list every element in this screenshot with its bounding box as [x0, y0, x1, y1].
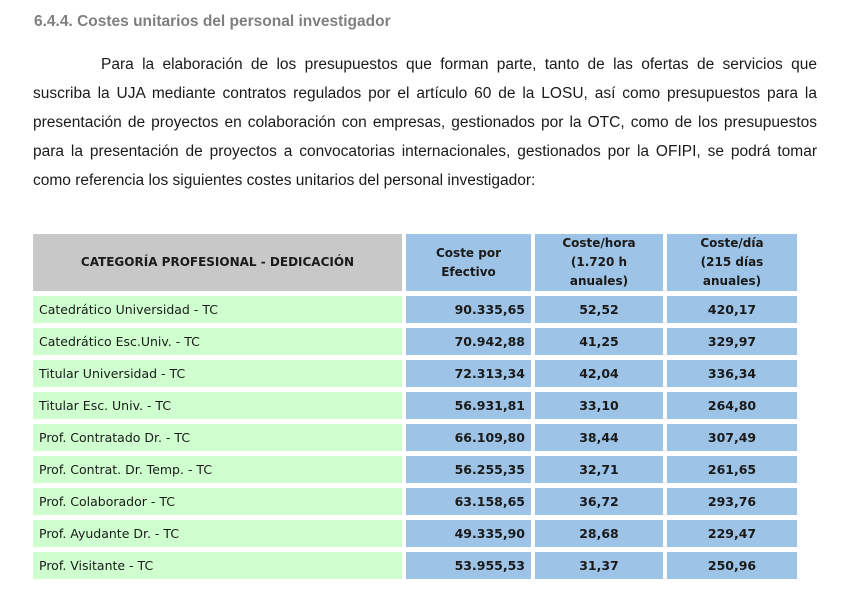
cell-coste-efectivo: 63.158,65 [406, 488, 531, 515]
table-row [33, 360, 797, 387]
cell-coste-dia: 264,80 [667, 392, 797, 419]
header-coste-hora [535, 234, 663, 291]
header-coste-dia-title: Coste/día [700, 236, 764, 250]
cell-category: Titular Esc. Univ. - TC [33, 392, 402, 419]
table-row [33, 296, 797, 323]
cell-coste-efectivo: 66.109,80 [406, 424, 531, 451]
header-coste-dia [667, 234, 797, 291]
cell-category: Prof. Contratado Dr. - TC [33, 424, 402, 451]
section-heading: 6.4.4. Costes unitarios del personal investigador [34, 13, 391, 30]
cell-category: Catedrático Esc.Univ. - TC [33, 328, 402, 355]
cell-category: Prof. Colaborador - TC [33, 488, 402, 515]
cell-category: Prof. Contrat. Dr. Temp. - TC [33, 456, 402, 483]
cell-coste-hora: 42,04 [535, 360, 663, 387]
cell-coste-efectivo: 49.335,90 [406, 520, 531, 547]
cell-coste-efectivo: 72.313,34 [406, 360, 531, 387]
cell-coste-hora: 36,72 [535, 488, 663, 515]
cell-coste-efectivo: 90.335,65 [406, 296, 531, 323]
cell-coste-dia: 229,47 [667, 520, 797, 547]
table-row [33, 520, 797, 547]
cell-coste-dia: 307,49 [667, 424, 797, 451]
cell-coste-efectivo: 56.255,35 [406, 456, 531, 483]
table-body [33, 296, 797, 579]
cell-coste-hora: 31,37 [535, 552, 663, 579]
cell-category: Prof. Ayudante Dr. - TC [33, 520, 402, 547]
table-row [33, 392, 797, 419]
cell-category: Titular Universidad - TC [33, 360, 402, 387]
cell-coste-hora: 52,52 [535, 296, 663, 323]
table-row [33, 552, 797, 579]
cell-coste-dia: 420,17 [667, 296, 797, 323]
unit-costs-table [29, 229, 801, 584]
cell-coste-dia: 261,65 [667, 456, 797, 483]
cell-coste-hora: 41,25 [535, 328, 663, 355]
cell-coste-efectivo: 53.955,53 [406, 552, 531, 579]
cell-coste-dia: 329,97 [667, 328, 797, 355]
table-row [33, 424, 797, 451]
cell-coste-dia: 250,96 [667, 552, 797, 579]
table-row [33, 328, 797, 355]
cell-coste-hora: 38,44 [535, 424, 663, 451]
cell-coste-hora: 33,10 [535, 392, 663, 419]
header-coste-efectivo: Coste por Efectivo [406, 234, 531, 291]
cell-coste-dia: 293,76 [667, 488, 797, 515]
cell-coste-hora: 28,68 [535, 520, 663, 547]
cell-coste-dia: 336,34 [667, 360, 797, 387]
table-row [33, 456, 797, 483]
cell-category: Prof. Visitante - TC [33, 552, 402, 579]
header-category: CATEGORÍA PROFESIONAL - DEDICACIÓN [33, 234, 402, 291]
intro-paragraph: Para la elaboración de los presupuestos que forman parte, tanto de las ofertas de servicios que suscriba la UJA mediante contratos regulados por el artículo 60 de la LOSU, así como presupuestos para la presentación de proyectos en colaboración con empresas, gestionados por la OTC, como de los presupuestos para la presentación de proyectos a convocatorias internacionales, gestionados por la OFIPI, se podrá tomar como referencia los siguientes costes unitarios del personal investigador: [33, 56, 817, 189]
cell-category: Catedrático Universidad - TC [33, 296, 402, 323]
header-coste-hora-title: Coste/hora [562, 236, 636, 250]
table-row [33, 488, 797, 515]
table-header-row [33, 234, 797, 291]
cell-coste-hora: 32,71 [535, 456, 663, 483]
cell-coste-efectivo: 70.942,88 [406, 328, 531, 355]
header-coste-dia-subtitle: (215 días anuales) [700, 255, 764, 288]
cell-coste-efectivo: 56.931,81 [406, 392, 531, 419]
header-coste-hora-subtitle: (1.720 h anuales) [569, 255, 629, 288]
